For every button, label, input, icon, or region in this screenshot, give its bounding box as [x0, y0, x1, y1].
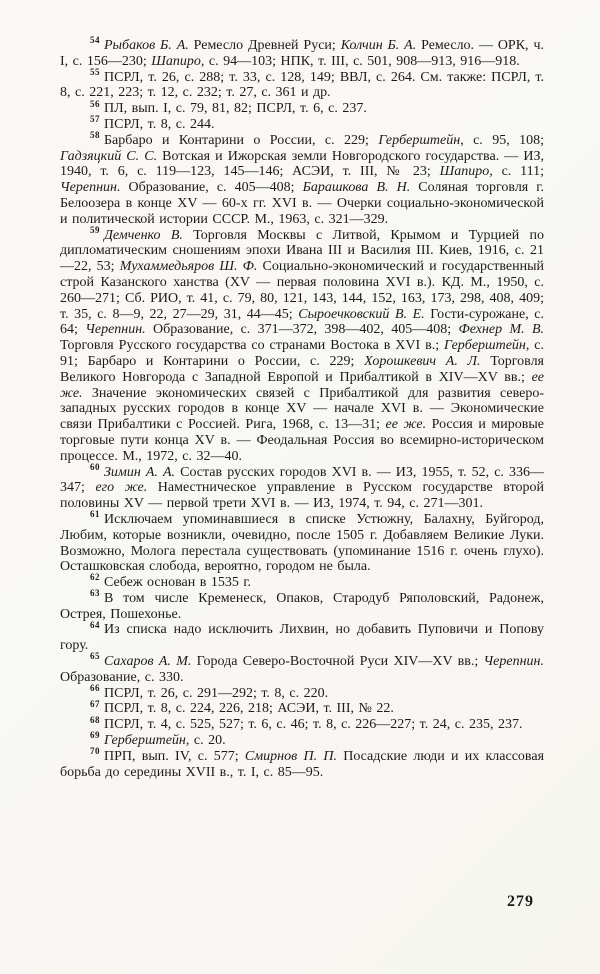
footnote-number: 57 — [90, 114, 100, 125]
author-name: Черепнин. — [60, 180, 121, 196]
footnote-text: Соляная торговля г. Белоозера в конце XV — 60-х гг. XVI в. — Очерки социально-экономической и политической истории СССР. М., 1963, с. 321—329. — [60, 180, 544, 227]
footnote-56 — [60, 98, 544, 117]
footnote-text: ПСРЛ, т. 8, с. 244. — [104, 116, 215, 132]
author-name: Мухаммедьяров Ш. Ф. — [119, 259, 258, 275]
author-name: Герберштейн — [444, 338, 526, 354]
author-name: Колчин Б. А. — [340, 38, 417, 53]
footnote-number: 60 — [90, 461, 100, 472]
page-number: 279 — [507, 893, 534, 910]
footnote-68 — [60, 714, 544, 733]
author-name: Шапиро — [151, 53, 201, 69]
footnote-text: Ремесло Древней Руси; — [188, 38, 341, 53]
author-name: Черепнин. — [85, 322, 146, 338]
author-name: Хорошкевич А. Л. — [364, 353, 481, 369]
footnote-number: 69 — [90, 730, 100, 741]
footnote-text: В том числе Кременеск, Опаков, Стародуб Ряполовский, Радонеж, Острея, Пошехонье. — [60, 590, 544, 622]
footnote-number: 59 — [90, 224, 100, 235]
footnote-text: Наместническое управление в Русском государстве второй половины XV — первой трети XVI в. — ИЗ, 1974, т. 94, с. 271—301. — [60, 480, 544, 512]
footnote-text: , с. 94—103; НПК, т. III, с. 501, 908—913, 916—918. — [200, 53, 520, 69]
footnote-text: Торговля Русского государства со странами Востока в XVI в.; — [60, 338, 445, 354]
author-name: Смирнов П. П. — [244, 748, 337, 764]
footnote-text: ПСРЛ, т. 26, с. 291—292; т. 8, с. 220. — [104, 685, 329, 701]
footnote-text: ПСРЛ, т. 4, с. 525, 527; т. 6, с. 46; т. 8, с. 226—227; т. 24, с. 235, 237. — [104, 717, 523, 733]
footnote-67 — [60, 698, 544, 717]
footnote-70 — [60, 746, 545, 781]
footnote-number: 66 — [90, 683, 100, 694]
footnote-65 — [60, 651, 544, 686]
footnote-number: 64 — [90, 619, 100, 630]
author-name: Герберштейн — [104, 733, 186, 749]
author-name: его же. — [95, 480, 148, 496]
footnote-63 — [60, 588, 544, 623]
footnote-text: ПЛ, вып. I, с. 79, 81, 82; ПСРЛ, т. 6, с. 237. — [104, 101, 367, 117]
author-name: Демченко В. — [104, 227, 183, 243]
footnote-number: 55 — [90, 66, 100, 77]
footnote-text: , с. 91; Барбаро и Контарини о России, с. 229; — [60, 338, 545, 369]
footnote-text: , с. 95, 108; — [460, 132, 545, 148]
footnote-text: ПСРЛ, т. 8, с. 224, 226, 218; АСЭИ, т. III, № 22. — [104, 701, 394, 717]
footnote-text: Гости-сурожане, с. 64; — [60, 306, 545, 338]
footnote-text: ПРП, вып. IV, с. 577; — [104, 748, 245, 764]
author-name: ее же. — [385, 417, 427, 433]
footnote-61 — [60, 509, 544, 575]
footnote-57 — [60, 114, 544, 133]
footnote-number: 70 — [90, 746, 100, 757]
footnote-69 — [60, 730, 544, 749]
footnote-number: 62 — [90, 572, 100, 583]
footnotes-section — [60, 35, 545, 780]
footnote-number: 68 — [90, 714, 100, 725]
footnote-66 — [60, 683, 544, 702]
footnote-60 — [60, 461, 544, 512]
footnote-text: Торговля Москвы с Литвой, Крымом и Турцией по дипломатическим сношениям эпохи Ивана III и Василия III. Киев, 1916, с. 21—22, 53; — [60, 227, 544, 275]
footnote-text: Социально-экономический и государственный строй Казанского ханства (XV — первая половина XVI в.). КД. М., 1950, с. 260—271; Сб. РИО, т. 41, с. 79, 80, 121, 143, 144, 152, 163, 173, 298, 408, 409; т. 35, с. 8—9, 22, 27—29, 31, 44—45; — [60, 259, 545, 322]
footnote-59 — [60, 224, 545, 465]
footnote-54 — [60, 35, 544, 70]
footnote-text: Из списка надо исключить Лихвин, но добавить Пуповичи и Попову гору. — [60, 622, 544, 654]
footnote-text: , с. 111; — [489, 164, 544, 180]
footnote-62 — [60, 572, 544, 591]
footnote-text: Образование, с. 330. — [60, 669, 184, 685]
footnote-number: 63 — [90, 588, 100, 599]
author-name: Герберштейн — [378, 132, 461, 148]
author-name: Черепнин. — [483, 654, 544, 670]
footnote-number: 67 — [90, 698, 100, 709]
footnote-text: Себеж основан в 1535 г. — [104, 575, 252, 591]
author-name: Сахаров А. М. — [104, 654, 192, 670]
footnote-number: 56 — [90, 98, 100, 109]
author-name: Гадзяцкий С. С. — [60, 148, 158, 164]
footnote-text: Посадские люди и их классовая борьба до середины XVII в., т. I, с. 85—95. — [60, 748, 545, 780]
footnote-text: Образование, с. 405—408; — [120, 180, 303, 196]
footnote-58 — [60, 130, 545, 228]
author-name: ее же. — [60, 369, 544, 401]
footnote-number: 58 — [90, 130, 100, 141]
footnote-text: Торговля Великого Новгорода с Западной Европой и Прибалтикой в XIV—XV вв.; — [60, 353, 545, 385]
author-name: Зимин А. А. — [104, 464, 176, 480]
footnote-text: Значение экономических связей с Прибалтикой для развития северо-западных русских городов в конце XV — начале XVI в. — Экономические связи Прибалтики с Россией. Рига, 1968, с. 13—31; — [60, 385, 544, 433]
author-name: Фехнер М. В. — [458, 322, 545, 338]
footnote-number: 61 — [90, 509, 100, 520]
footnote-text: Города Северо-Восточной Руси XIV—XV вв.; — [191, 654, 484, 670]
footnote-text: Состав русских городов XVI в. — ИЗ, 1955, т. 52, с. 336—347; — [60, 464, 544, 496]
footnote-text: ПСРЛ, т. 26, с. 288; т. 33, с. 128, 149; ВВЛ, с. 264. См. также: ПСРЛ, т. 8, с. 221, 223; т. 12, с. 232; т. 27, с. 361 и др. — [60, 69, 544, 101]
footnote-text: Вотская и Ижорская земли Новгородского государства. — ИЗ, 1940, т. 6, с. 119—123, 145—146; АСЭИ, т. III, № 23; — [60, 148, 544, 180]
author-name: Шапиро — [439, 164, 490, 180]
footnote-number: 65 — [90, 651, 100, 662]
footnote-64 — [60, 619, 544, 654]
footnote-text: Образование, с. 371—372, 398—402, 405—408; — [145, 322, 459, 338]
author-name: Барашкова В. Н. — [302, 180, 411, 196]
author-name: Сыроечковский В. Е. — [298, 306, 425, 322]
footnote-text: , с. 20. — [185, 733, 226, 749]
footnote-55 — [60, 66, 544, 102]
footnote-number: 54 — [90, 35, 100, 46]
author-name: Рыбаков Б. А. — [104, 38, 189, 53]
footnote-text: Ремесло. — ОРК, ч. I, с. 156—230; — [60, 38, 544, 69]
footnote-text: Исключаем упоминавшиеся в списке Устюжну, Балахну, Буйгород, Любим, которые возникли, очевидно, после 1505 г. Добавляем Великие Луки. Возможно, Молога перестала существовать (упоминание 1516 г. очень глухо). Осташковская слобода, вероятно, городом не была. — [60, 511, 544, 575]
footnote-text: Барбаро и Контарини о России, с. 229; — [104, 132, 379, 148]
footnote-text: Россия и мировые торговые пути конца XV в. — Феодальная Россия во всемирно-историческом процессе. М., 1972, с. 32—40. — [60, 417, 544, 464]
